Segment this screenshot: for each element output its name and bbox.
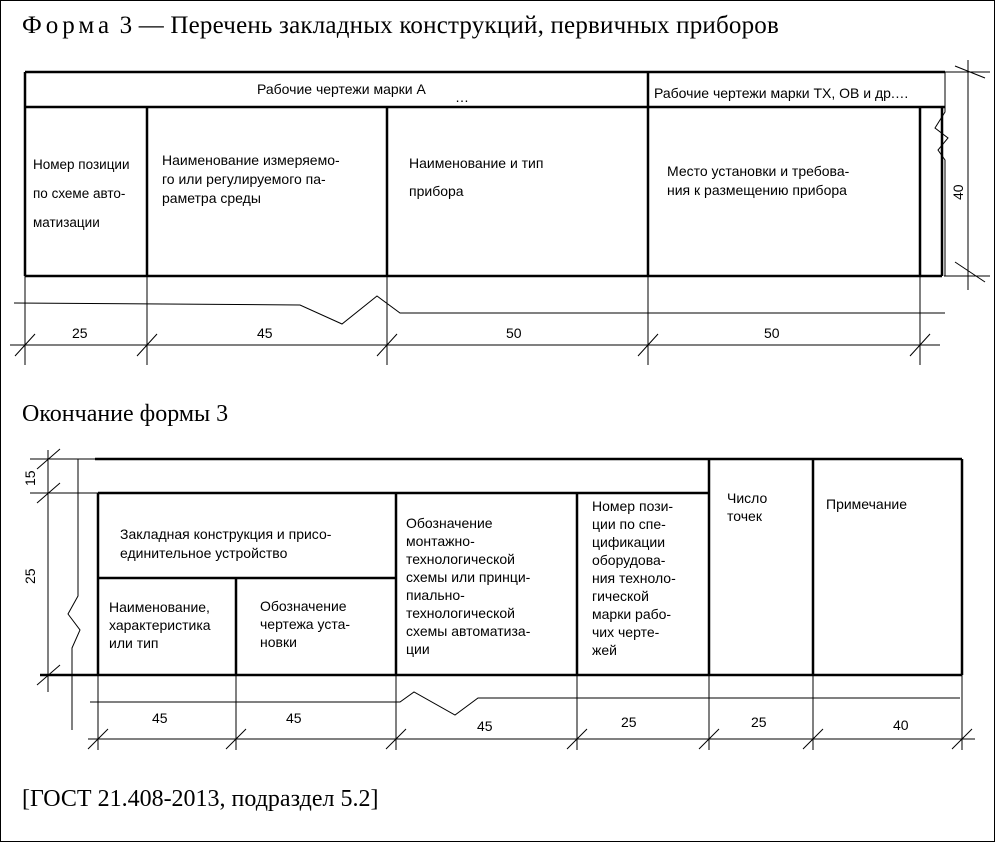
width-col-1: 25 [72,325,88,341]
width-col-2: 45 [257,325,273,341]
width-col-4: 50 [764,325,780,341]
height-dimension: 40 [950,184,966,200]
col-spec-position: Номер пози- ции по спе- цификации оборудова- ния техноло- гической марки рабо- чих черте- жей [592,498,676,658]
subtitle: Окончание формы 3 [22,401,229,427]
col-name-characteristic: Наименование, характеристика или тип [109,599,211,651]
col-install-place: Место установки и требова- ния к размещению прибора [667,163,850,198]
col-note: Примечание [826,496,908,512]
group-embedded-structure: Закладная конструкция и присо- единительное устройство [120,526,332,561]
group-b-header: Рабочие чертежи марки ТХ, ОВ и др.… [654,85,909,101]
end-width-col-1: 45 [152,710,168,726]
gost-reference: [ГОСТ 21.408-2013, подраздел 5.2] [22,786,379,812]
col-points-count: Число точек [727,490,768,524]
group-a-dots: … [455,89,469,105]
end-width-col-6: 40 [893,717,909,733]
col-parameter-name: Наименование измеряемо- го или регулируемого па- раметра среды [162,152,340,206]
end-width-col-5: 25 [751,714,767,730]
col-install-drawing: Обозначение чертежа уста- новки [260,598,351,650]
group-a-header: Рабочие чертежи марки А [257,81,426,97]
end-width-col-4: 25 [621,714,637,730]
width-col-3: 50 [506,325,522,341]
col-position-number: Номер позиции по схеме авто- матизации [33,157,130,230]
title-rest: 3 — Перечень закладных конструкций, первичных приборов [119,12,780,39]
col-device-type: Наименование и тип прибора [409,155,544,199]
title-word: Форма [22,12,114,39]
end-height-main: 25 [22,568,38,584]
page-title [22,12,779,40]
end-width-col-2: 45 [286,710,302,726]
end-height-top: 15 [22,470,38,486]
col-scheme-designation: Обозначение монтажно- технологической схемы или принци- пиально- технологической схемы автоматиза- ции [406,515,531,657]
end-width-col-3: 45 [477,718,493,734]
